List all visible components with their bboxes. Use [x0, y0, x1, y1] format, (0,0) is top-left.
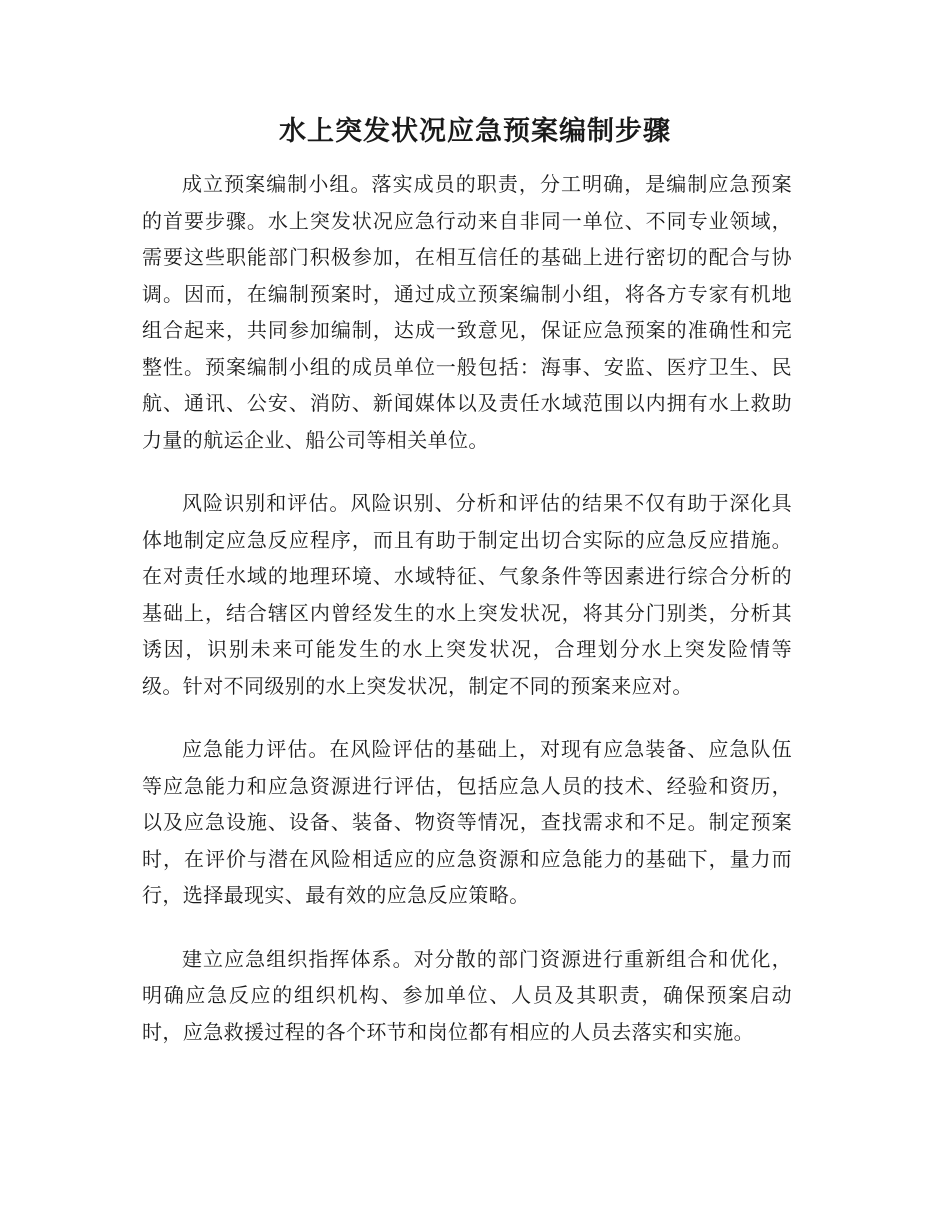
paragraph-3: 应急能力评估。在风险评估的基础上，对现有应急装备、应急队伍等应急能力和应急资源进行评估，包括应急人员的技术、经验和资历，以及应急设施、设备、装备、物资等情况，查找需求和不足。制定预案时，在评价与潜在风险相适应的应急资源和应急能力的基础下，量力而行，选择最现实、最有效的应急反应策略。 [142, 737, 792, 907]
document-body [142, 166, 792, 1077]
paragraph-2: 风险识别和评估。风险识别、分析和评估的结果不仅有助于深化具体地制定应急反应程序，而且有助于制定出切合实际的应急反应措施。在对责任水域的地理环境、水域特征、气象条件等因素进行综合分析的基础上，结合辖区内曾经发生的水上突发状况，将其分门别类，分析其诱因，识别未来可能发生的水上突发状况，合理划分水上突发险情等级。针对不同级别的水上突发状况，制定不同的预案来应对。 [142, 491, 792, 698]
paragraph-4: 建立应急组织指挥体系。对分散的部门资源进行重新组合和优化，明确应急反应的组织机构、参加单位、人员及其职责，确保预案启动时，应急救援过程的各个环节和岗位都有相应的人员去落实和实施。 [142, 946, 792, 1044]
document-title: 水上突发状况应急预案编制步骤 [279, 116, 671, 147]
paragraph-1: 成立预案编制小组。落实成员的职责，分工明确，是编制应急预案的首要步骤。水上突发状况应急行动来自非同一单位、不同专业领域，需要这些职能部门积极参加，在相互信任的基础上进行密切的配合与协调。因而，在编制预案时，通过成立预案编制小组，将各方专家有机地组合起来，共同参加编制，达成一致意见，保证应急预案的准确性和完整性。预案编制小组的成员单位一般包括：海事、安监、医疗卫生、民航、通讯、公安、消防、新闻媒体以及责任水域范围以内拥有水上救助力量的航运企业、船公司等相关单位。 [142, 172, 792, 452]
